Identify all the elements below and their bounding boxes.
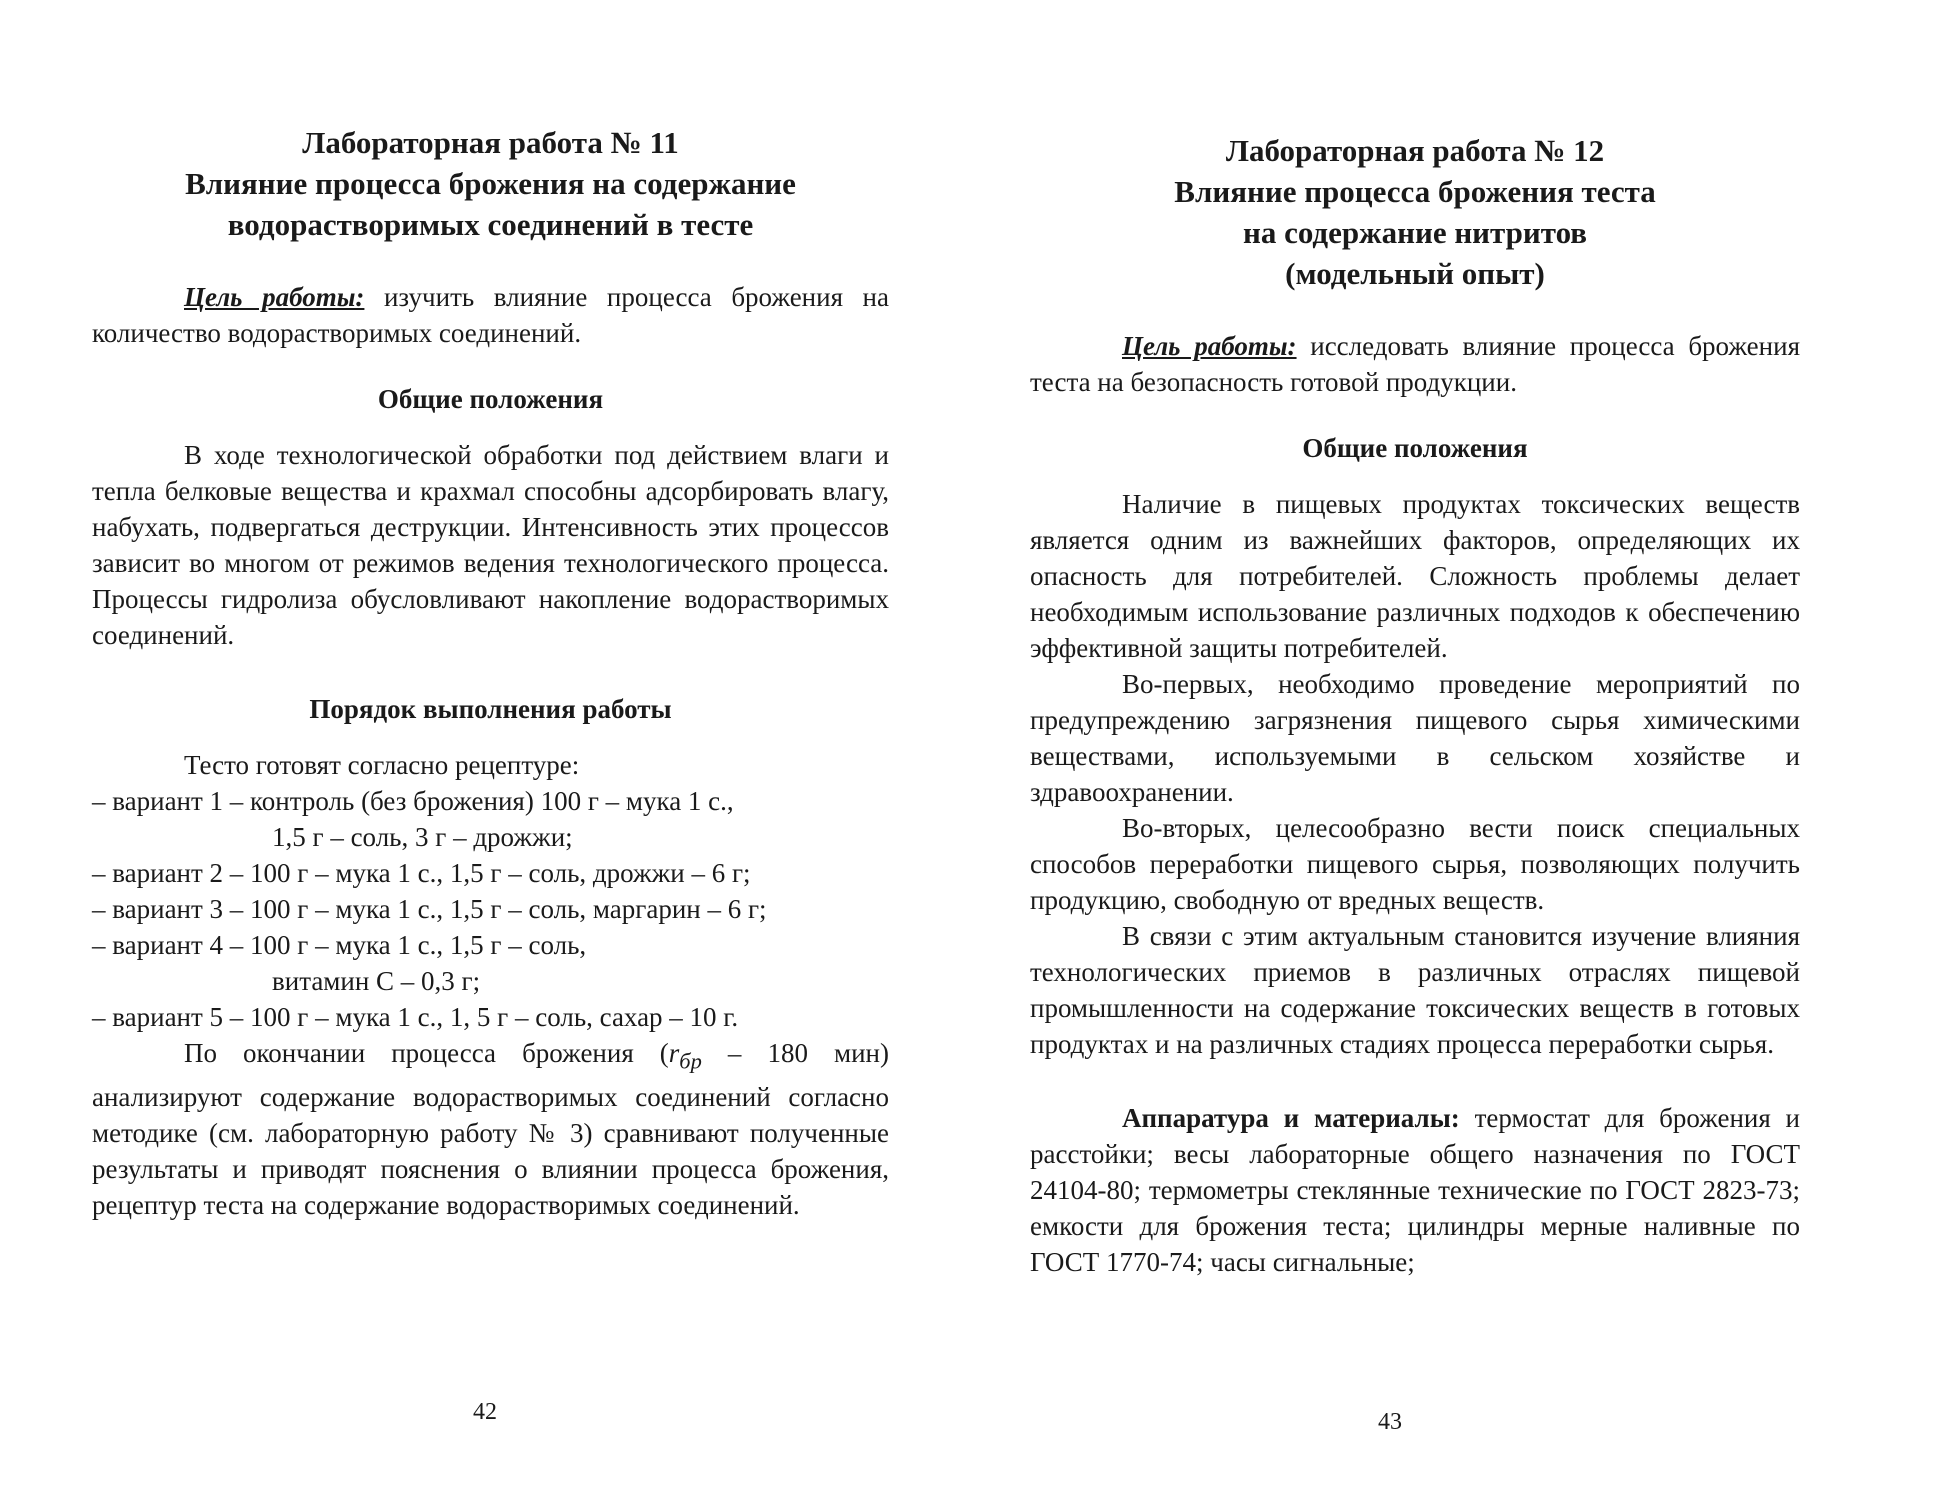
lab-12-paragraph-2: Во-первых, необходимо проведение мероприятий по предупреждению загрязнения пищевого сырья химическими веществами, используемыми в сельском хозяйстве и здравоохранении.	[1030, 669, 1800, 807]
lab-12-paragraph-3: Во-вторых, целесообразно вести поиск специальных способов переработки пищевого сырья, позволяющих получить продукцию, свободную от вредных веществ.	[1030, 813, 1800, 915]
lab-11-title-line-3: водорастворимых соединений в тесте	[227, 207, 754, 242]
variant-3-line: – вариант 3 – 100 г – мука 1 с., 1,5 г – соль, маргарин – 6 г;	[92, 894, 767, 924]
variant-1-line: – вариант 1 – контроль (без брожения) 100 г – мука 1 с.,	[92, 786, 734, 816]
lab-12-goal	[1030, 328, 1800, 400]
variant-5-line: – вариант 5 – 100 г – мука 1 с., 1, 5 г – соль, сахар – 10 г.	[92, 1002, 739, 1032]
page-number-right: 43	[1378, 1409, 1402, 1435]
lab-11-goal-label: Цель работы:	[184, 282, 365, 312]
lab-12-title-line-4: (модельный опыт)	[1285, 256, 1545, 291]
lab-11-goal	[92, 279, 889, 351]
lab-11-general-heading: Общие положения	[377, 384, 604, 414]
lab-11-title	[92, 122, 889, 245]
variant-4-continuation: витамин С – 0,3 г;	[272, 966, 481, 996]
variant-1-continuation: 1,5 г – соль, 3 г – дрожжи;	[272, 822, 573, 852]
variant-4-line: – вариант 4 – 100 г – мука 1 с., 1,5 г – соль,	[92, 930, 587, 960]
fermentation-time-subscript: бр	[679, 1048, 702, 1074]
conclusion-text-before: По окончании процесса брожения (	[184, 1038, 669, 1068]
left-page	[0, 0, 972, 1505]
lab-11-title-line-1: Лабораторная работа № 11	[302, 125, 679, 160]
apparatus-text: термостат для брожения и расстойки; весы лабораторные общего назначения по ГОСТ 24104-80; термометры стеклянные технические по ГОСТ 2823-73; емкости для брожения теста; цилиндры мерные наливные по ГОСТ 1770-74; часы сигнальные;	[1030, 1103, 1801, 1277]
left-page-content	[92, 122, 889, 1223]
apparatus-label: Аппаратура и материалы:	[1122, 1103, 1460, 1133]
lab-12-apparatus	[1030, 1100, 1800, 1280]
lab-11-conclusion	[92, 1035, 889, 1223]
lab-11-goal-text: изучить влияние процесса брожения на количество водорастворимых соединений.	[92, 282, 889, 348]
right-page-content	[1030, 130, 1800, 1280]
lab-11-procedure-intro: Тесто готовят согласно рецептуре:	[184, 750, 580, 780]
lab-12-title-line-1: Лабораторная работа № 12	[1225, 133, 1605, 168]
lab-11-title-line-2: Влияние процесса брожения на содержание	[185, 166, 796, 201]
right-page	[972, 0, 1945, 1505]
lab-11-general-text: В ходе технологической обработки под действием влаги и тепла белковые вещества и крахмал способны адсорбировать влагу, набухать, подвергаться деструкции. Интенсивность этих процессов зависит во многом от режимов ведения технологического процесса. Процессы гидролиза обусловливают накопление водорастворимых соединений.	[92, 440, 889, 650]
lab-12-paragraph-1: Наличие в пищевых продуктах токсических веществ является одним из важнейших факторов, определяющих их опасность для потребителей. Сложность проблемы делает необходимым использование различных подходов к обеспечению эффективной защиты потребителей.	[1030, 489, 1800, 663]
lab-12-general-heading: Общие положения	[1302, 433, 1528, 463]
lab-12-title	[1030, 130, 1800, 294]
conclusion-text-after: – 180 мин) анализируют содержание водорастворимых соединений согласно методике (см. лабораторную работу № 3) сравнивают полученные результаты и приводят пояснения о влиянии процесса брожения, рецептур теста на содержание водорастворимых соединений.	[92, 1038, 889, 1221]
lab-12-title-line-2: Влияние процесса брожения теста	[1174, 174, 1656, 209]
lab-12-goal-text: исследовать влияние процесса брожения теста на безопасность готовой продукции.	[1030, 331, 1800, 397]
fermentation-time-symbol: r	[668, 1038, 680, 1068]
lab-12-title-line-3: на содержание нитритов	[1242, 215, 1588, 250]
lab-12-paragraph-4: В связи с этим актуальным становится изучение влияния технологических приемов в различных отраслях пищевой промышленности на содержание токсических веществ в готовых продуктах и на различных стадиях процесса переработки сырья.	[1030, 921, 1800, 1059]
lab-12-goal-label: Цель работы:	[1122, 331, 1297, 361]
variant-2-line: – вариант 2 – 100 г – мука 1 с., 1,5 г – соль, дрожжи – 6 г;	[92, 858, 751, 888]
lab-11-procedure-heading: Порядок выполнения работы	[309, 694, 672, 724]
page-number-left: 42	[473, 1399, 497, 1425]
